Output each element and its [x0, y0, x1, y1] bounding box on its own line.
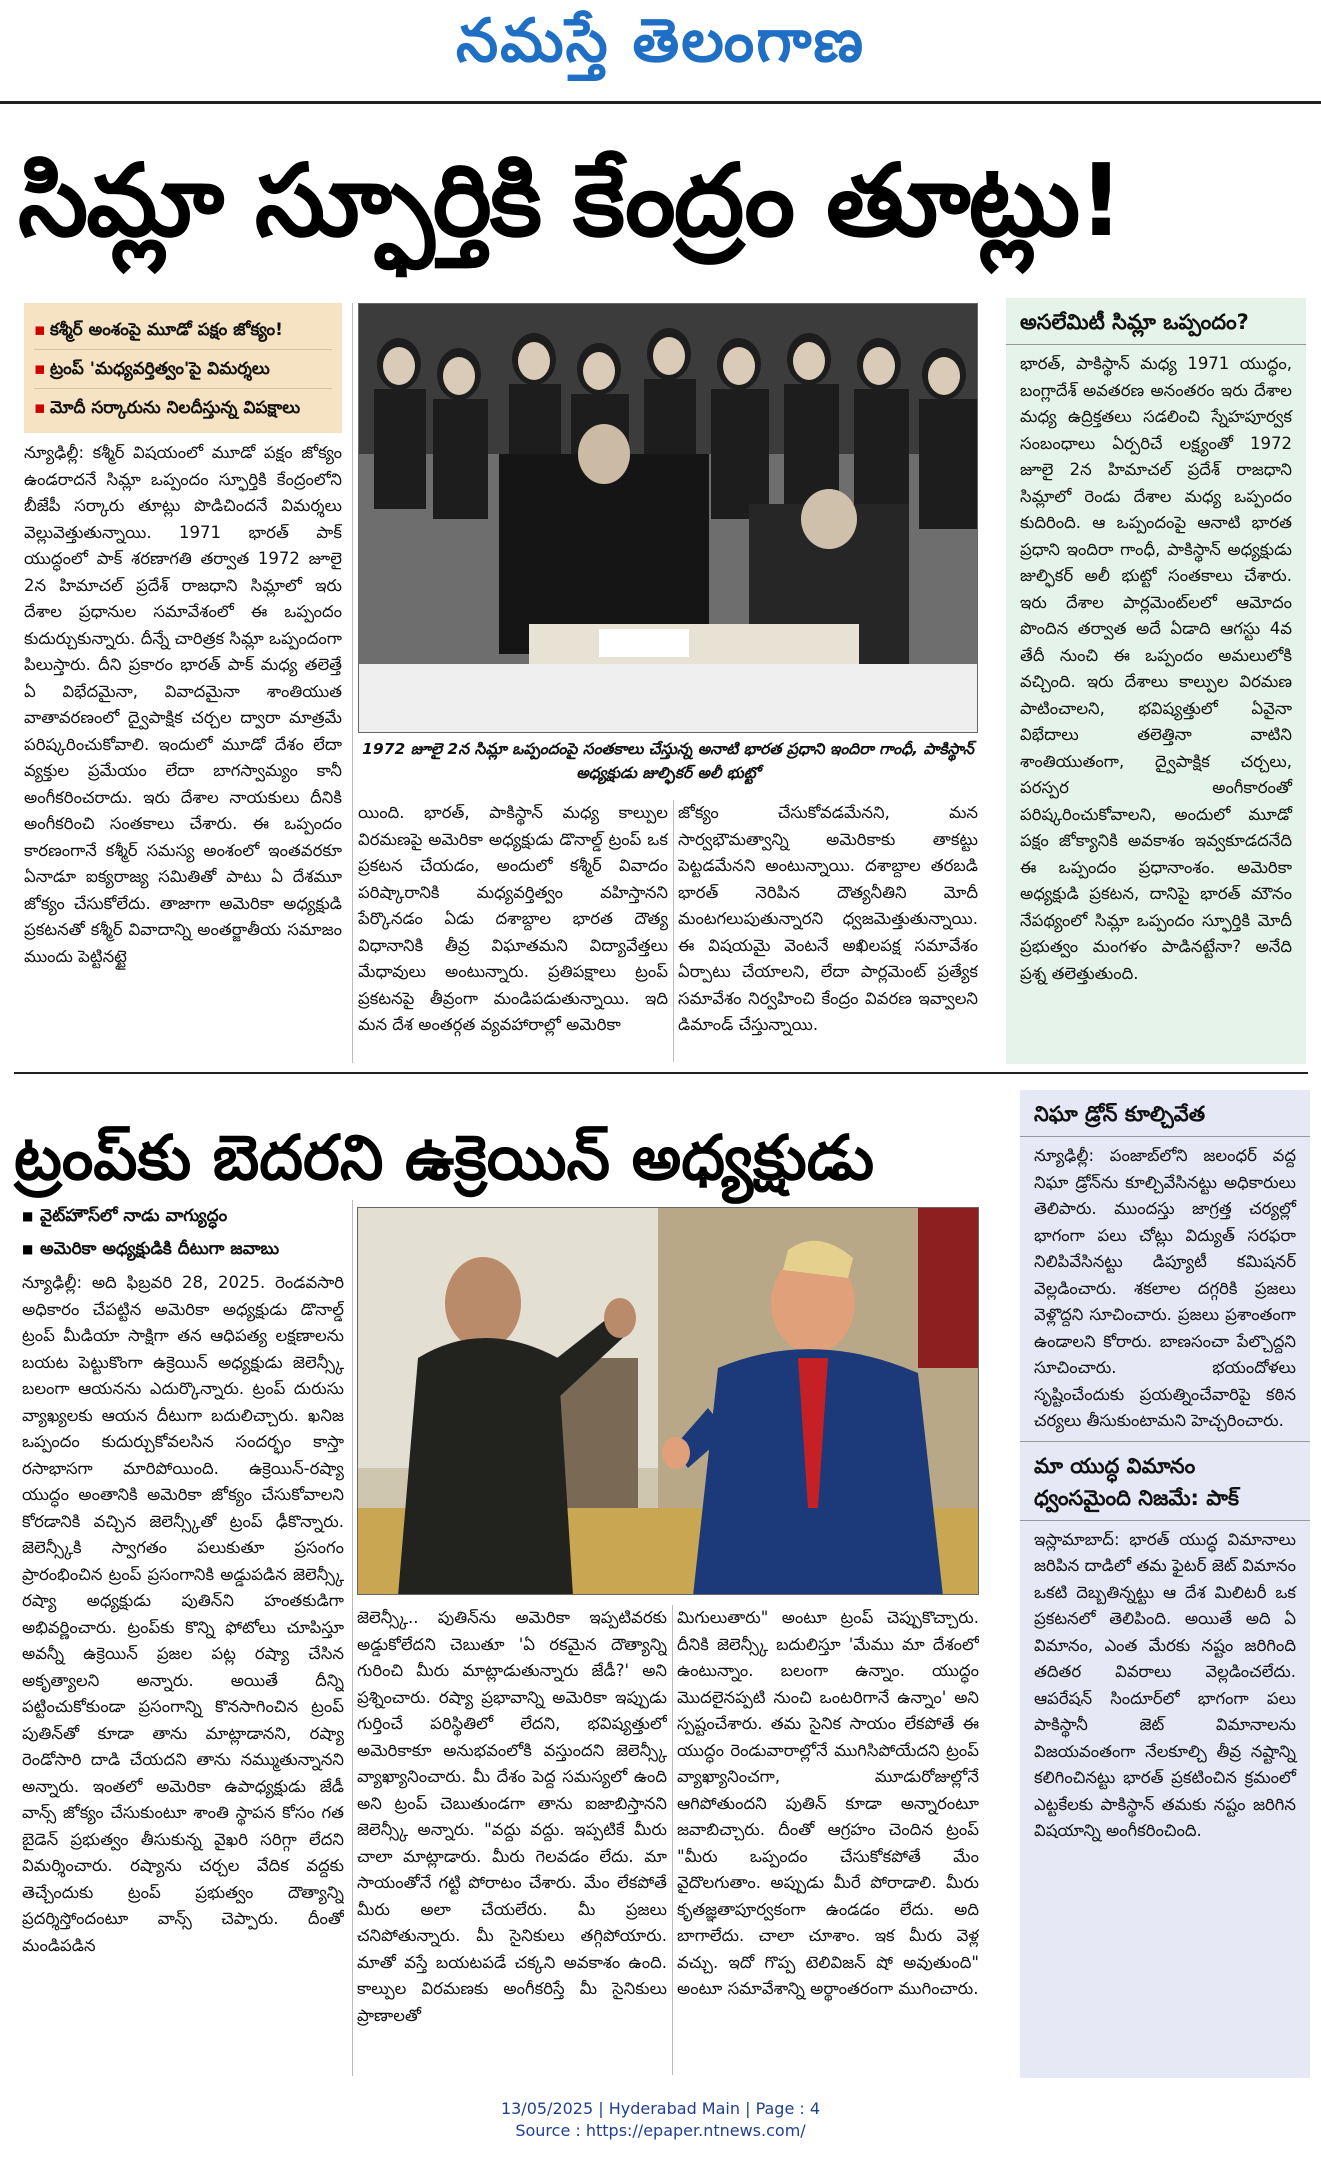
story1-column-3: జోక్యం చేసుకోవడమేనని, మన సార్వభౌమత్వాన్ని అమెరికాకు తాకట్టు పెట్టడమేనని అంటున్నాయి. దశాబ్దాల తరబడి భారత్ నెరిపిన దౌత్యనీతిని మోదీ మంటగలుపుతున్నారని ధ్వజమెత్తుతున్నాయి. ఈ విషయమై వెంటనే అఖిలపక్ష సమావేశం ఏర్పాటు చేయాలని, లేదా పార్లమెంట్ ప్రత్యేక సమావేశం నిర్వహించి కేంద్రం వివరణ ఇవ్వాలని డిమాండ్ చేస్తున్నాయి.	[678, 803, 978, 1034]
story1-column-1: న్యూఢిల్లీ: కశ్మీర్ విషయంలో మూడో పక్షం జోక్యం ఉండరాదనే సిమ్లా ఒప్పందం స్ఫూర్తికి కేంద్రంలోని బీజేపీ సర్కారు తూట్లు పొడిచిందనే విమర్శలు వెల్లువెత్తుతున్నాయి. 1971 భారత్ పాక్ యుద్ధంలో పాక్ శరణాగతి తర్వాత 1972 జూలై 2న హిమాచల్ ప్రదేశ్ రాజధాని సిమ్లాలో ఇరు దేశాల ప్రధానుల సమావేశంలో ఈ ఒప్పందం కుదుర్చుకున్నారు. దీన్నే చారిత్రక సిమ్లా ఒప్పందంగా పిలుస్తారు. దీని ప్రకారం భారత్ పాక్ మధ్య తలెత్తే ఏ విభేదమైనా, వివాదమైనా శాంతియుత వాతావరణంలో ద్వైపాక్షిక చర్చల ద్వారా మాత్రమే పరిష్కరించుకోవాలి. ఇందులో మూడో దేశం లేదా వ్యక్తుల ప్రమేయం లేదా బాగస్వామ్యం కానీ అంగీకరించరాదు. ఇరు దేశాల నాయకులు దీనికి అంగీకరించి సంతకాలు చేశారు. ఈ ఒప్పందం కారణంగానే కశ్మీర్ సమస్య అంశంలో ఇంతవరకూ ఏనాడూ ఐక్యరాజ్య సమితితో పాటు ఏ దేశమూ జోక్యం చేసుకోలేదు. తాజాగా అమెరికా అధ్యక్షుడి ప్రకటనతో కశ్మీర్ వివాదాన్ని అంతర్జాతీయ సమాజం ముందు పెట్టినట్టై	[24, 443, 342, 966]
story2-headline: ట్రంప్‌కు బెదరని ఉక్రెయిన్ అధ్యక్షుడు	[14, 1121, 875, 1194]
column-divider	[352, 1200, 353, 2076]
masthead-rule	[0, 101, 1321, 104]
edition-info: 13/05/2025 | Hyderabad Main | Page : 4	[500, 2099, 821, 2118]
simla-agreement-photo	[358, 303, 978, 733]
story2-bullets	[22, 1200, 342, 1266]
photo-illustration	[359, 304, 978, 733]
column-divider	[673, 800, 674, 1062]
jet-brief-heading: మా యుద్ధ విమానం ధ్వంసమైంది నిజమే: పాక్	[1020, 1441, 1310, 1521]
column-divider	[672, 1605, 673, 2075]
story1-bullet: ▪ మోదీ సర్కారును నిలదీస్తున్న విపక్షాలు	[34, 389, 332, 427]
photo-illustration	[358, 1208, 979, 1595]
trump-zelensky-photo	[357, 1207, 979, 1595]
jet-brief-body: ఇస్లామాబాద్: భారత్ యుద్ధ విమానాలు జరిపిన దాడిలో తమ ఫైటర్ జెట్ విమానం ఒకటి దెబ్బతిన్నట్టు ఆ దేశ మిలిటరీ ఒక ప్రకటనలో తెలిపింది. అయితే అది ఏ విమానం, ఎంత మేరకు నష్టం జరిగింది తదితర వివరాలు వెల్లడించలేదు. ఆపరేషన్ సిందూర్‌లో భాగంగా పలు పాకిస్థానీ జెట్ విమానాలను విజయవంతంగా నేలకూల్చి తీవ్ర నష్టాన్ని కలిగించినట్టు భారత్ ప్రకటించిన క్రమంలో ఎట్టకేలకు పాకిస్థాన్ తమకు నష్టం జరిగిన విషయాన్ని అంగీకరించింది.	[1034, 1529, 1296, 1840]
masthead	[0, 0, 1321, 100]
story1-bullet: ▪ కశ్మీర్ అంశంపై మూడో పక్షం జోక్యం!	[34, 311, 332, 350]
column-divider	[352, 303, 353, 1063]
story2-column-3: మిగులుతారు" అంటూ ట్రంప్ చెప్పుకొచ్చారు. దీనికి జెలెన్స్కీ బదులిస్తూ 'మేము మా దేశంలో ఉంటున్నాం. బలంగా ఉన్నాం. యుద్ధం మొదలైనప్పటి నుంచి ఒంటరిగానే ఉన్నాం' అని స్పష్టంచేశారు. తమ సైనిక సాయం లేకపోతే ఈ యుద్ధం రెండువారాల్లోనే ముగిసిపోయేదని ట్రంప్ వ్యాఖ్యానించగా, మూడురోజుల్లోనే ఆగిపోతుందని పుతిన్ కూడా అన్నారంటూ జవాబిచ్చారు. దీంతో ఆగ్రహం చెందిన ట్రంప్ "మీరు ఒప్పందం చేసుకోకపోతే మేం వైదొలగుతాం. అప్పుడు మీరే పోరాడాలి. మీరు కృతజ్ఞతాపూర్వకంగా ఉండడం లేదు. అది బాగాలేదు. చాలా చూశాం. ఇక మీరు వెళ్ల వచ్చు. ఇదో గొప్ప టెలివిజన్ షో అవుతుంది" అంటూ సమావేశాన్ని అర్థాంతరంగా ముగించారు.	[677, 1608, 979, 1998]
story2-column-1: న్యూఢిల్లీ: అది ఫిబ్రవరి 28, 2025. రెండవసారి అధికారం చేపట్టిన అమెరికా అధ్యక్షుడు డొనాల్డ్ ట్రంప్ మీడియా సాక్షిగా తన ఆధిపత్య లక్షణాలను బయట పెట్టుకొంగా ఉక్రెయిన్ అధ్యక్షుడు జెలెన్స్కీ బలంగా ఆయనను ఎదుర్కొన్నారు. ట్రంప్ దురుసు వ్యాఖ్యలకు ఆయన దీటుగా బదులిచ్చారు. ఖనిజ ఒప్పందం కుదుర్చుకోవలసిన సందర్భం కాస్తా రసాభాసగా మారిపోయింది. ఉక్రెయిన్-రష్యా యుద్ధం అంతానికి అమెరికా జోక్యం చేసుకోవాలని కోరడానికి వచ్చిన జెలెన్స్కీతో ట్రంప్ ఢీకొన్నారు. జెలెన్స్కీకి స్వాగతం పలుకుతూ ప్రసంగం ప్రారంభించిన ట్రంప్ ప్రసంగానికి అడ్డుపడిన జెలెన్స్కీ రష్యా అధ్యక్షుడు పుతిన్‌ని హంతకుడిగా అభివర్ణించారు. ట్రంప్‌కు కొన్ని ఫోటోలు చూపిస్తూ అవన్నీ ఉక్రెయిన్ ప్రజల పట్ల రష్యా చేసిన అకృత్యాలని అన్నారు. అయితే దీన్ని పట్టించుకోకుండా ప్రసంగాన్ని కొనసాగించిన ట్రంప్ పుతిన్‌తో కూడా తాను మాట్లాడానని, రష్యా రెండోసారి దాడి చేయదని తాను నమ్ముతున్నానని అన్నారు. ఇంతలో అమెరికా ఉపాధ్యక్షుడు జేడీ వాన్స్ జోక్యం చేసుకుంటూ శాంతి స్థాపన కోసం గత బైడెన్ ప్రభుత్వం తీసుకున్న వైఖరి సరిగ్గా లేదని విమర్శించారు. రష్యాను చర్చల వేదిక వద్దకు తెచ్చేందుకు ట్రంప్ ప్రభుత్వం దౌత్యాన్ని ప్రదర్శిస్తోందంటూ వాన్స్ చెప్పారు. దీంతో మండిపడిన	[22, 1273, 344, 1955]
story1-headline: సిమ్లా స్ఫూర్తికి కేంద్రం తూట్లు!	[18, 142, 1122, 259]
story1-bullets	[24, 303, 342, 433]
section-divider	[14, 1072, 1308, 1074]
drone-brief-body: న్యూఢిల్లీ: పంజాబ్‌లోని జలంధర్ వద్ద నిఘా డ్రోన్‌ను కూల్చివేసినట్టు అధికారులు తెలిపారు. ముందస్తు జాగ్రత్త చర్యల్లో భాగంగా పలు చోట్లు విద్యుత్ సరఫరా నిలిపివేసినట్టు డిప్యూటీ కమిషనర్ వెల్లడించారు. శకలాల దగ్గరికి ప్రజలు వెళ్లొద్దని సూచించారు. ప్రజలు ప్రశాంతంగా ఉండాలని కోరారు. బాణసంచా పేల్చొద్దని సూచించారు. భయందోళలు సృష్టించేందుకు ప్రయత్నించేవారిపై కఠిన చర్యలు తీసుకుంటామని హెచ్చరించారు.	[1034, 1146, 1296, 1430]
newspaper-logo: నమస్తే తెలంగాణ	[455, 6, 866, 76]
story1-bullet: ▪ ట్రంప్ 'మధ్యవర్తిత్వం'పై విమర్శలు	[34, 350, 332, 389]
story2-bullet: ■ అమెరికా అధ్యక్షుడికి దీటుగా జవాబు	[22, 1233, 342, 1266]
drone-brief-heading: నిఘా డ్రోన్ కూల్చివేత	[1020, 1090, 1310, 1137]
simla-explainer-box	[1006, 298, 1306, 1064]
photo-caption: 1972 జూలై 2న సిమ్లా ఒప్పందంపై సంతకాలు చేస్తున్న అనాటి భారత ప్రధాని ఇందిరా గాంధీ, పాకిస్థాన్ అధ్యక్షుడు జుల్ఫికర్ అలీ భుట్టో	[362, 740, 974, 782]
explainer-heading: అసలేమిటీ సిమ్లా ఒప్పందం?	[1006, 298, 1306, 345]
news-briefs-box	[1020, 1090, 1310, 2078]
page-footer	[0, 2098, 1321, 2142]
story2-column-2: జెలెన్స్కీ.. పుతిన్‌ను అమెరికా ఇప్పటివరకు అడ్డుకోలేదని చెబుతూ 'ఏ రకమైన దౌత్యాన్ని గురించి మీరు మాట్లాడుతున్నారు జేడీ?' అని ప్రశ్నించారు. రష్యా ప్రభావాన్ని అమెరికా ఇప్పుడు గుర్తించే పరిస్థితిలో లేదని, భవిష్యత్తులో అమెరికాకూ అనుభవంలోకి వస్తుందని జెలెన్స్కీ వ్యాఖ్యానించారు. మీ దేశం పెద్ద సమస్యలో ఉంది అని ట్రంప్ చెబుతుండగా తాను ఐజాబిస్తానని జెలెన్స్కీ అన్నారు. "వద్దు వద్దు. ఇప్పటికే మీరు చాలా మాట్లాడారు. మీరు గెలవడం లేదు. మా సాయంతోనే గట్టి పోరాటం చేశారు. మేం లేకపోతే మీరు అలా చేయలేరు. మీ ప్రజలు చనిపోతున్నారు. మీ సైనికులు తగ్గిపోయారు. మాతో వస్తే బయటపడే చక్కని అవకాశం ఉంది. కాల్పుల విరమణకు అంగీకరిస్తే మీ సైనికులు ప్రాణాలతో	[357, 1608, 667, 2025]
story2-bullet: ■ వైట్‌హౌస్‌లో నాడు వాగ్యుద్ధం	[22, 1200, 342, 1233]
story1-column-2: యింది. భారత్, పాకిస్థాన్ మధ్య కాల్పుల విరమణపై అమెరికా అధ్యక్షుడు డొనాల్డ్ ట్రంప్ ఒక ప్రకటన చేయడం, అందులో కశ్మీర్ వివాదం పరిష్కారానికి మధ్యవర్తిత్వం వహిస్తానని పేర్కొనడం ఏడు దశాబ్దాల భారత దౌత్య విధానానికి తీవ్ర విఘాతమని విద్యావేత్తలు మేధావులు అంటున్నారు. ప్రతిపక్షాలు ట్రంప్ ప్రకటనపై తీవ్రంగా మండిపడుతున్నాయి. ఇది మన దేశ అంతర్గత వ్యవహారాల్లో అమెరికా	[358, 803, 668, 1034]
explainer-body: భారత్, పాకిస్థాన్ మధ్య 1971 యుద్ధం, బంగ్లాదేశ్ అవతరణ అనంతరం ఇరు దేశాల మధ్య ఉద్రిక్తతలు సడలించి స్నేహపూర్వక సంబంధాలు ఏర్పరిచే లక్ష్యంతో 1972 జూలై 2న హిమాచల్ ప్రదేశ్ రాజధాని సిమ్లాలో రెండు దేశాల మధ్య ఒప్పందం కుదిరింది. ఆ ఒప్పందంపై ఆనాటి భారత ప్రధాని ఇందిరా గాంధీ, పాకిస్థాన్ అధ్యక్షుడు జుల్ఫికర్ అలీ భుట్టో సంతకాలు చేశారు. ఇరు దేశాల పార్లమెంట్‌లలో ఆమోదం పొందిన తర్వాత అదే ఏడాది ఆగస్టు 4వ తేదీ నుంచి ఈ ఒప్పందం అమలులోకి వచ్చింది. ఇరు దేశాలు కాల్పుల విరమణ పాటించాలని, భవిష్యత్తులో ఏవైనా విభేదాలు తలెత్తినా వాటిని శాంతియుతంగా, ద్వైపాక్షిక చర్చలు, పరస్పర అంగీకారంతో పరిష్కరించుకోవాలని, అందులో మూడో పక్షం జోక్యానికి అవకాశం ఇవ్వకూడదనేది ఈ ఒప్పందం ప్రధానాంశం. అమెరికా అధ్యక్షుడి ప్రకటన, దానిపై భారత్ మౌనం నేపథ్యంలో సిమ్లా ఒప్పందం స్ఫూర్తికి మోదీ ప్రభుత్వం మంగళం పాడినట్టేనా? అనేది ప్రశ్న తలెత్తుతుంది.	[1020, 354, 1292, 983]
source-link[interactable]: Source : https://epaper.ntnews.com/	[515, 2121, 806, 2140]
